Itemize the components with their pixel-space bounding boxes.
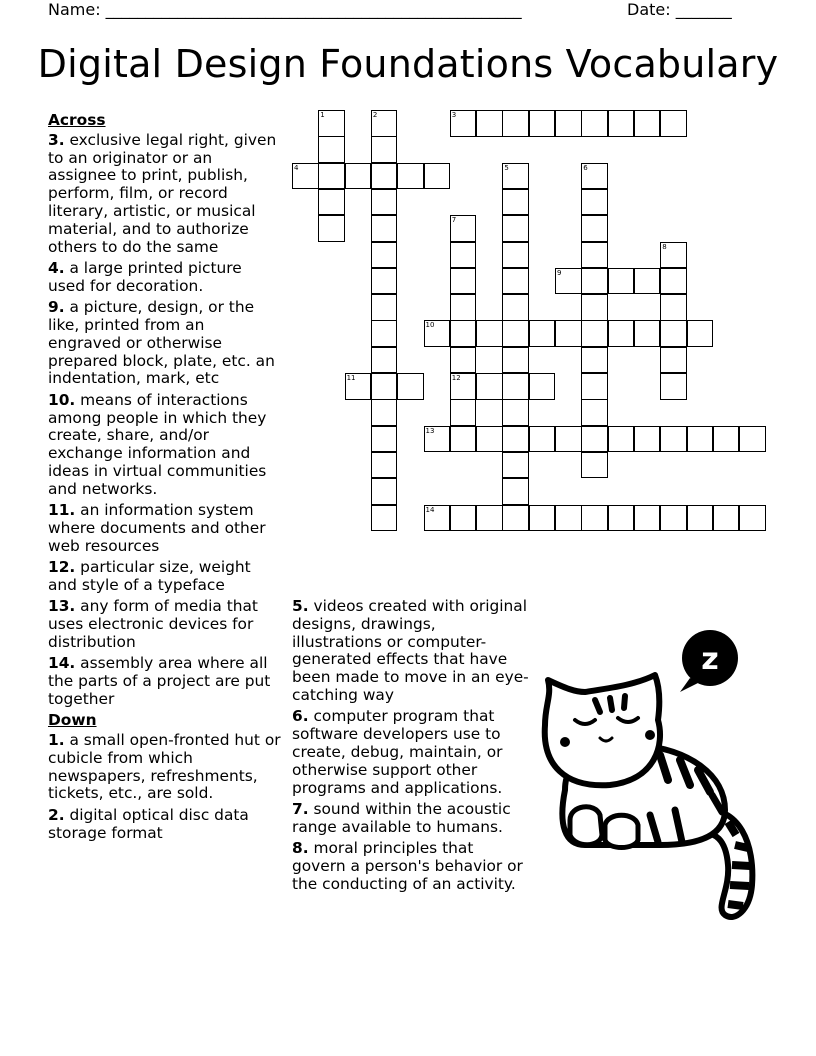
across-clue-13 bbox=[48, 598, 282, 651]
cat-head-icon bbox=[545, 675, 660, 785]
cell-number: 13 bbox=[425, 426, 435, 435]
down-clue-1 bbox=[48, 732, 282, 803]
grid-cell[interactable] bbox=[502, 452, 529, 479]
grid-cell[interactable] bbox=[450, 242, 477, 269]
grid-cell[interactable] bbox=[555, 110, 582, 137]
grid-cell[interactable] bbox=[318, 215, 345, 242]
grid-cell[interactable] bbox=[502, 215, 529, 242]
grid-cell[interactable] bbox=[555, 505, 582, 532]
name-line: Name: ____________________________________________________ bbox=[48, 0, 522, 19]
down-clue-8 bbox=[292, 840, 530, 893]
clue-number: 12. bbox=[48, 558, 76, 577]
down-clue-6 bbox=[292, 708, 530, 797]
grid-cell[interactable] bbox=[608, 426, 635, 453]
grid-cell[interactable] bbox=[581, 242, 608, 269]
grid-cell[interactable] bbox=[581, 215, 608, 242]
grid-cell[interactable] bbox=[687, 320, 714, 347]
grid-cell[interactable] bbox=[502, 399, 529, 426]
clue-number: 2. bbox=[48, 805, 65, 824]
grid-cell[interactable] bbox=[634, 110, 661, 137]
clue-text: moral principles that govern a person's behavior or the conducting of an activity. bbox=[292, 839, 523, 893]
grid-cell[interactable] bbox=[687, 505, 714, 532]
grid-cell[interactable] bbox=[713, 505, 740, 532]
grid-cell[interactable] bbox=[660, 505, 687, 532]
grid-cell[interactable] bbox=[608, 110, 635, 137]
grid-cell[interactable] bbox=[608, 505, 635, 532]
grid-cell[interactable] bbox=[424, 426, 451, 453]
grid-cell[interactable] bbox=[687, 426, 714, 453]
grid-cell[interactable] bbox=[608, 268, 635, 295]
down-clue-5 bbox=[292, 598, 530, 705]
cell-number: 10 bbox=[425, 321, 435, 330]
grid-cell[interactable] bbox=[660, 347, 687, 374]
sleeping-cat-illustration bbox=[540, 630, 760, 925]
grid-cell[interactable] bbox=[502, 294, 529, 321]
speech-letter: z bbox=[701, 642, 719, 677]
cat-drawing bbox=[540, 630, 760, 925]
across-clue-4 bbox=[48, 260, 282, 296]
grid-cell[interactable] bbox=[581, 189, 608, 216]
grid-cell[interactable] bbox=[371, 163, 398, 190]
clue-number: 1. bbox=[48, 731, 65, 750]
grid-cell[interactable] bbox=[581, 373, 608, 400]
grid-cell[interactable] bbox=[634, 320, 661, 347]
grid-cell[interactable] bbox=[555, 320, 582, 347]
grid-cell[interactable] bbox=[345, 373, 372, 400]
grid-cell[interactable] bbox=[371, 268, 398, 295]
grid-cell[interactable] bbox=[450, 373, 477, 400]
grid-cell[interactable] bbox=[371, 110, 398, 137]
grid-cell[interactable] bbox=[581, 426, 608, 453]
grid-cell[interactable] bbox=[660, 268, 687, 295]
grid-cell[interactable] bbox=[371, 189, 398, 216]
grid-cell[interactable] bbox=[634, 268, 661, 295]
cell-number: 3 bbox=[451, 111, 457, 119]
cell-number: 4 bbox=[294, 163, 299, 172]
grid-cell[interactable] bbox=[581, 110, 608, 137]
across-clue-9 bbox=[48, 299, 282, 388]
clue-number: 7. bbox=[292, 799, 309, 818]
clue-number: 13. bbox=[48, 597, 76, 616]
grid-cell[interactable] bbox=[581, 294, 608, 321]
grid-cell[interactable] bbox=[502, 268, 529, 295]
grid-cell[interactable] bbox=[581, 505, 608, 532]
clue-text: a small open-fronted hut or cubicle from which newspapers, refreshments, tickets, etc., are sold. bbox=[48, 731, 281, 803]
clue-text: an information system where documents and other web resources bbox=[48, 501, 266, 555]
grid-cell[interactable] bbox=[739, 426, 766, 453]
clue-number: 11. bbox=[48, 501, 76, 520]
grid-cell[interactable] bbox=[371, 320, 398, 347]
grid-cell[interactable] bbox=[502, 478, 529, 505]
clue-number: 9. bbox=[48, 298, 65, 317]
down-clue-2 bbox=[48, 807, 282, 843]
grid-cell[interactable] bbox=[371, 215, 398, 242]
grid-cell[interactable] bbox=[502, 505, 529, 532]
across-clue-12 bbox=[48, 559, 282, 595]
grid-cell[interactable] bbox=[371, 399, 398, 426]
clue-number: 6. bbox=[292, 707, 309, 726]
clue-number: 8. bbox=[292, 839, 309, 858]
cell-number: 1 bbox=[320, 111, 325, 119]
down-clue-7 bbox=[292, 801, 530, 837]
grid-cell[interactable] bbox=[318, 163, 345, 190]
date-line: Date: _______ bbox=[627, 0, 732, 19]
grid-cell[interactable] bbox=[713, 426, 740, 453]
grid-cell[interactable] bbox=[476, 320, 503, 347]
grid-cell[interactable] bbox=[502, 189, 529, 216]
grid-cell[interactable] bbox=[450, 294, 477, 321]
cell-number: 8 bbox=[662, 242, 667, 251]
grid-cell[interactable] bbox=[450, 215, 477, 242]
across-heading: Across bbox=[48, 111, 106, 129]
clue-text: a large printed picture used for decoration. bbox=[48, 258, 242, 295]
grid-cell[interactable] bbox=[292, 163, 319, 190]
grid-cell[interactable] bbox=[529, 373, 556, 400]
grid-cell[interactable] bbox=[371, 505, 398, 532]
grid-cell[interactable] bbox=[502, 347, 529, 374]
clue-text: means of interactions among people in which they create, share, and/or exchange information and ideas in virtual communities and networks. bbox=[48, 390, 267, 498]
clue-text: computer program that software developers use to create, debug, maintain, or otherwise support other programs and applications. bbox=[292, 707, 503, 797]
cell-number: 2 bbox=[372, 111, 378, 119]
grid-cell[interactable] bbox=[397, 373, 424, 400]
grid-cell[interactable] bbox=[581, 347, 608, 374]
clue-text: videos created with original designs, drawings, illustrations or computer-generated effects that have been made to move in an eye-catching way bbox=[292, 597, 529, 704]
clue-number: 10. bbox=[48, 390, 76, 409]
grid-cell[interactable] bbox=[371, 426, 398, 453]
cell-number: 14 bbox=[425, 505, 435, 514]
clue-number: 3. bbox=[48, 130, 65, 149]
grid-cell[interactable] bbox=[555, 426, 582, 453]
grid-cell[interactable] bbox=[660, 320, 687, 347]
grid-cell[interactable] bbox=[424, 505, 451, 532]
grid-cell[interactable] bbox=[371, 136, 398, 163]
across-clue-11 bbox=[48, 502, 282, 555]
grid-cell[interactable] bbox=[424, 163, 451, 190]
grid-cell[interactable] bbox=[318, 189, 345, 216]
clue-text: digital optical disc data storage format bbox=[48, 805, 249, 842]
grid-cell[interactable] bbox=[529, 320, 556, 347]
grid-cell[interactable] bbox=[502, 163, 529, 190]
clue-number: 5. bbox=[292, 597, 309, 615]
grid-cell[interactable] bbox=[397, 163, 424, 190]
clue-text: sound within the acoustic range available to humans. bbox=[292, 799, 511, 836]
grid-cell[interactable] bbox=[476, 373, 503, 400]
grid-cell[interactable] bbox=[476, 110, 503, 137]
grid-cell[interactable] bbox=[502, 426, 529, 453]
across-clue-14 bbox=[48, 655, 282, 708]
grid-cell[interactable] bbox=[660, 426, 687, 453]
grid-cell[interactable] bbox=[581, 452, 608, 479]
grid-cell[interactable] bbox=[371, 373, 398, 400]
cell-number: 5 bbox=[504, 163, 509, 172]
across-clue-10 bbox=[48, 392, 282, 499]
grid-cell[interactable] bbox=[581, 268, 608, 295]
clue-number: 14. bbox=[48, 654, 76, 673]
grid-cell[interactable] bbox=[555, 268, 582, 295]
grid-cell[interactable] bbox=[450, 110, 477, 137]
grid-cell[interactable] bbox=[608, 320, 635, 347]
grid-cell[interactable] bbox=[318, 136, 345, 163]
grid-cell[interactable] bbox=[476, 426, 503, 453]
grid-cell[interactable] bbox=[502, 110, 529, 137]
grid-cell[interactable] bbox=[660, 110, 687, 137]
grid-cell[interactable] bbox=[634, 505, 661, 532]
across-clue-3 bbox=[48, 132, 282, 257]
grid-cell[interactable] bbox=[450, 399, 477, 426]
grid-cell[interactable] bbox=[502, 373, 529, 400]
grid-cell[interactable] bbox=[660, 242, 687, 269]
clue-text: exclusive legal right, given to an originator or an assignee to print, publish, perform, film, or record literary, artistic, or musical material, and to authorize others to do the same bbox=[48, 130, 277, 256]
down-heading: Down bbox=[48, 711, 97, 730]
grid-cell[interactable] bbox=[450, 320, 477, 347]
cell-number: 9 bbox=[557, 268, 562, 277]
grid-cell[interactable] bbox=[529, 505, 556, 532]
page-title: Digital Design Foundations Vocabulary bbox=[37, 42, 779, 86]
clue-text: particular size, weight and style of a typeface bbox=[48, 558, 251, 594]
grid-cell[interactable] bbox=[371, 242, 398, 269]
grid-cell[interactable] bbox=[476, 505, 503, 532]
grid-cell[interactable] bbox=[660, 294, 687, 321]
clue-text: assembly area where all the parts of a project are put together bbox=[48, 654, 271, 708]
grid-cell[interactable] bbox=[502, 242, 529, 269]
speech-bubble-icon bbox=[680, 630, 738, 692]
grid-cell[interactable] bbox=[529, 110, 556, 137]
grid-cell[interactable] bbox=[502, 320, 529, 347]
grid-cell[interactable] bbox=[581, 399, 608, 426]
clues-middle-column bbox=[292, 598, 530, 897]
grid-cell[interactable] bbox=[581, 320, 608, 347]
clue-text: a picture, design, or the like, printed from an engraved or otherwise prepared block, plate, etc. an indentation, mark, etc bbox=[48, 298, 275, 388]
grid-cell[interactable] bbox=[450, 268, 477, 295]
cell-number: 11 bbox=[346, 374, 356, 382]
clue-text: any form of media that uses electronic devices for distribution bbox=[48, 597, 258, 651]
cell-number: 12 bbox=[451, 374, 461, 382]
clues-left-column bbox=[48, 112, 282, 846]
grid-cell[interactable] bbox=[424, 320, 451, 347]
grid-cell[interactable] bbox=[450, 505, 477, 532]
grid-cell[interactable] bbox=[318, 110, 345, 137]
grid-cell[interactable] bbox=[371, 452, 398, 479]
grid-cell[interactable] bbox=[739, 505, 766, 532]
grid-cell[interactable] bbox=[660, 373, 687, 400]
grid-cell[interactable] bbox=[634, 426, 661, 453]
grid-cell[interactable] bbox=[345, 163, 372, 190]
grid-cell[interactable] bbox=[450, 347, 477, 374]
grid-cell[interactable] bbox=[529, 426, 556, 453]
grid-cell[interactable] bbox=[371, 478, 398, 505]
grid-cell[interactable] bbox=[371, 347, 398, 374]
cell-number: 6 bbox=[583, 163, 588, 172]
grid-cell[interactable] bbox=[581, 163, 608, 190]
cell-number: 7 bbox=[451, 216, 457, 225]
clue-number: 4. bbox=[48, 258, 65, 277]
grid-cell[interactable] bbox=[450, 426, 477, 453]
grid-cell[interactable] bbox=[371, 294, 398, 321]
